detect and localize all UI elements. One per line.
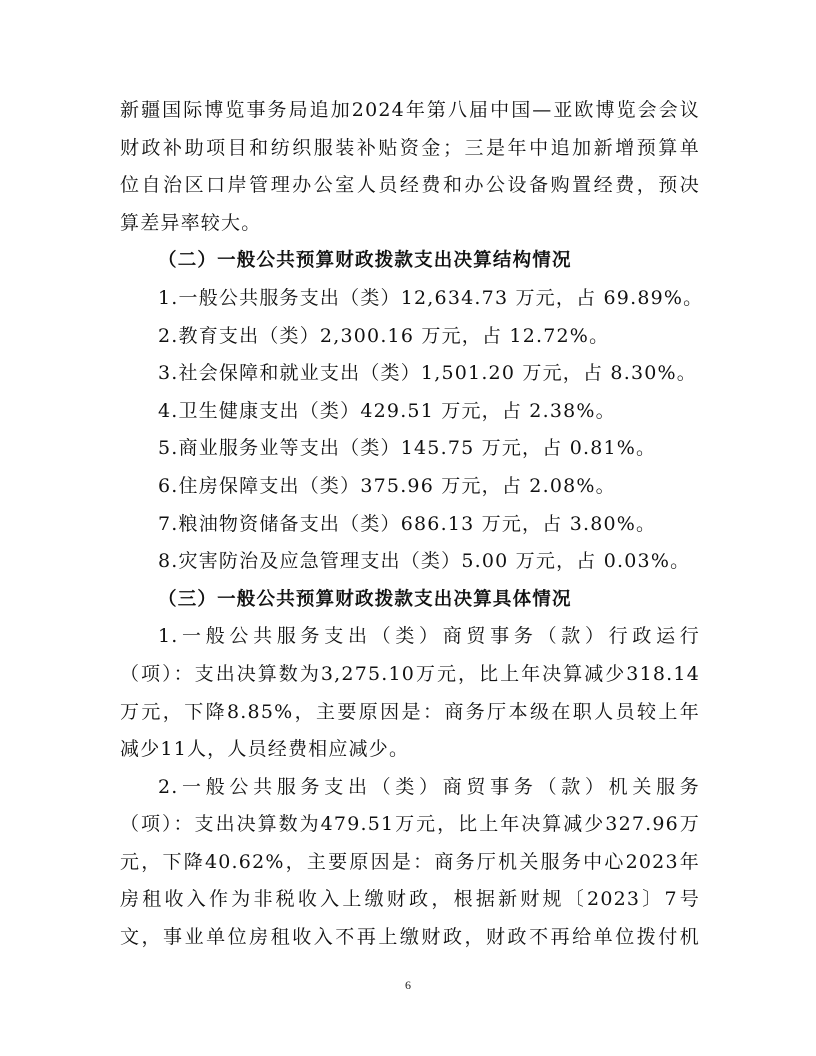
list-item: 5.商业服务业等支出（类）145.75 万元，占 0.81%。 — [158, 437, 657, 460]
paragraph-line: 房租收入作为非税收入上缴财政，根据新财规〔2023〕7号 — [120, 888, 700, 911]
paragraph-line: 减少11人，人员经费相应减少。 — [120, 738, 410, 761]
section-heading: （三）一般公共预算财政拨款支出决算具体情况 — [158, 588, 572, 610]
paragraph-line: 2.一般公共服务支出（类）商贸事务（款）机关服务 — [158, 775, 700, 798]
paragraph-line: 万元，下降8.85%，主要原因是：商务厅本级在职人员较上年 — [120, 700, 700, 723]
paragraph-line: 财政补助项目和纺织服装补贴资金；三是年中追加新增预算单 — [120, 136, 700, 159]
paragraph-line: 位自治区口岸管理办公室人员经费和办公设备购置经费，预决 — [120, 174, 700, 197]
list-item: 3.社会保障和就业支出（类）1,501.20 万元，占 8.30%。 — [158, 362, 697, 385]
list-item: 8.灾害防治及应急管理支出（类）5.00 万元，占 0.03%。 — [158, 550, 691, 573]
paragraph-line: 文，事业单位房租收入不再上缴财政，财政不再给单位拨付机 — [120, 926, 700, 949]
paragraph-line: （项）：支出决算数为3,275.10万元，比上年决算减少318.14 — [120, 662, 700, 685]
list-item: 4.卫生健康支出（类）429.51 万元，占 2.38%。 — [158, 399, 616, 422]
paragraph-line: 1.一般公共服务支出（类）商贸事务（款）行政运行 — [158, 625, 700, 648]
paragraph-line: 算差异率较大。 — [120, 211, 262, 234]
section-heading: （二）一般公共预算财政拨款支出决算结构情况 — [158, 250, 572, 272]
paragraph-line: 元，下降40.62%，主要原因是：商务厅机关服务中心2023年 — [120, 850, 700, 873]
document-body — [120, 92, 704, 957]
paragraph-line: （项）：支出决算数为479.51万元，比上年决算减少327.96万 — [120, 813, 700, 836]
paragraph-line: 新疆国际博览事务局追加2024年第八届中国—亚欧博览会会议 — [120, 99, 700, 121]
list-item: 6.住房保障支出（类）375.96 万元，占 2.08%。 — [158, 474, 616, 497]
list-item: 7.粮油物资储备支出（类）686.13 万元，占 3.80%。 — [158, 512, 657, 535]
list-item: 2.教育支出（类）2,300.16 万元，占 12.72%。 — [158, 324, 610, 347]
page-number: 6 — [405, 978, 411, 992]
list-item: 1.一般公共服务支出（类）12,634.73 万元，占 69.89%。 — [158, 286, 704, 309]
